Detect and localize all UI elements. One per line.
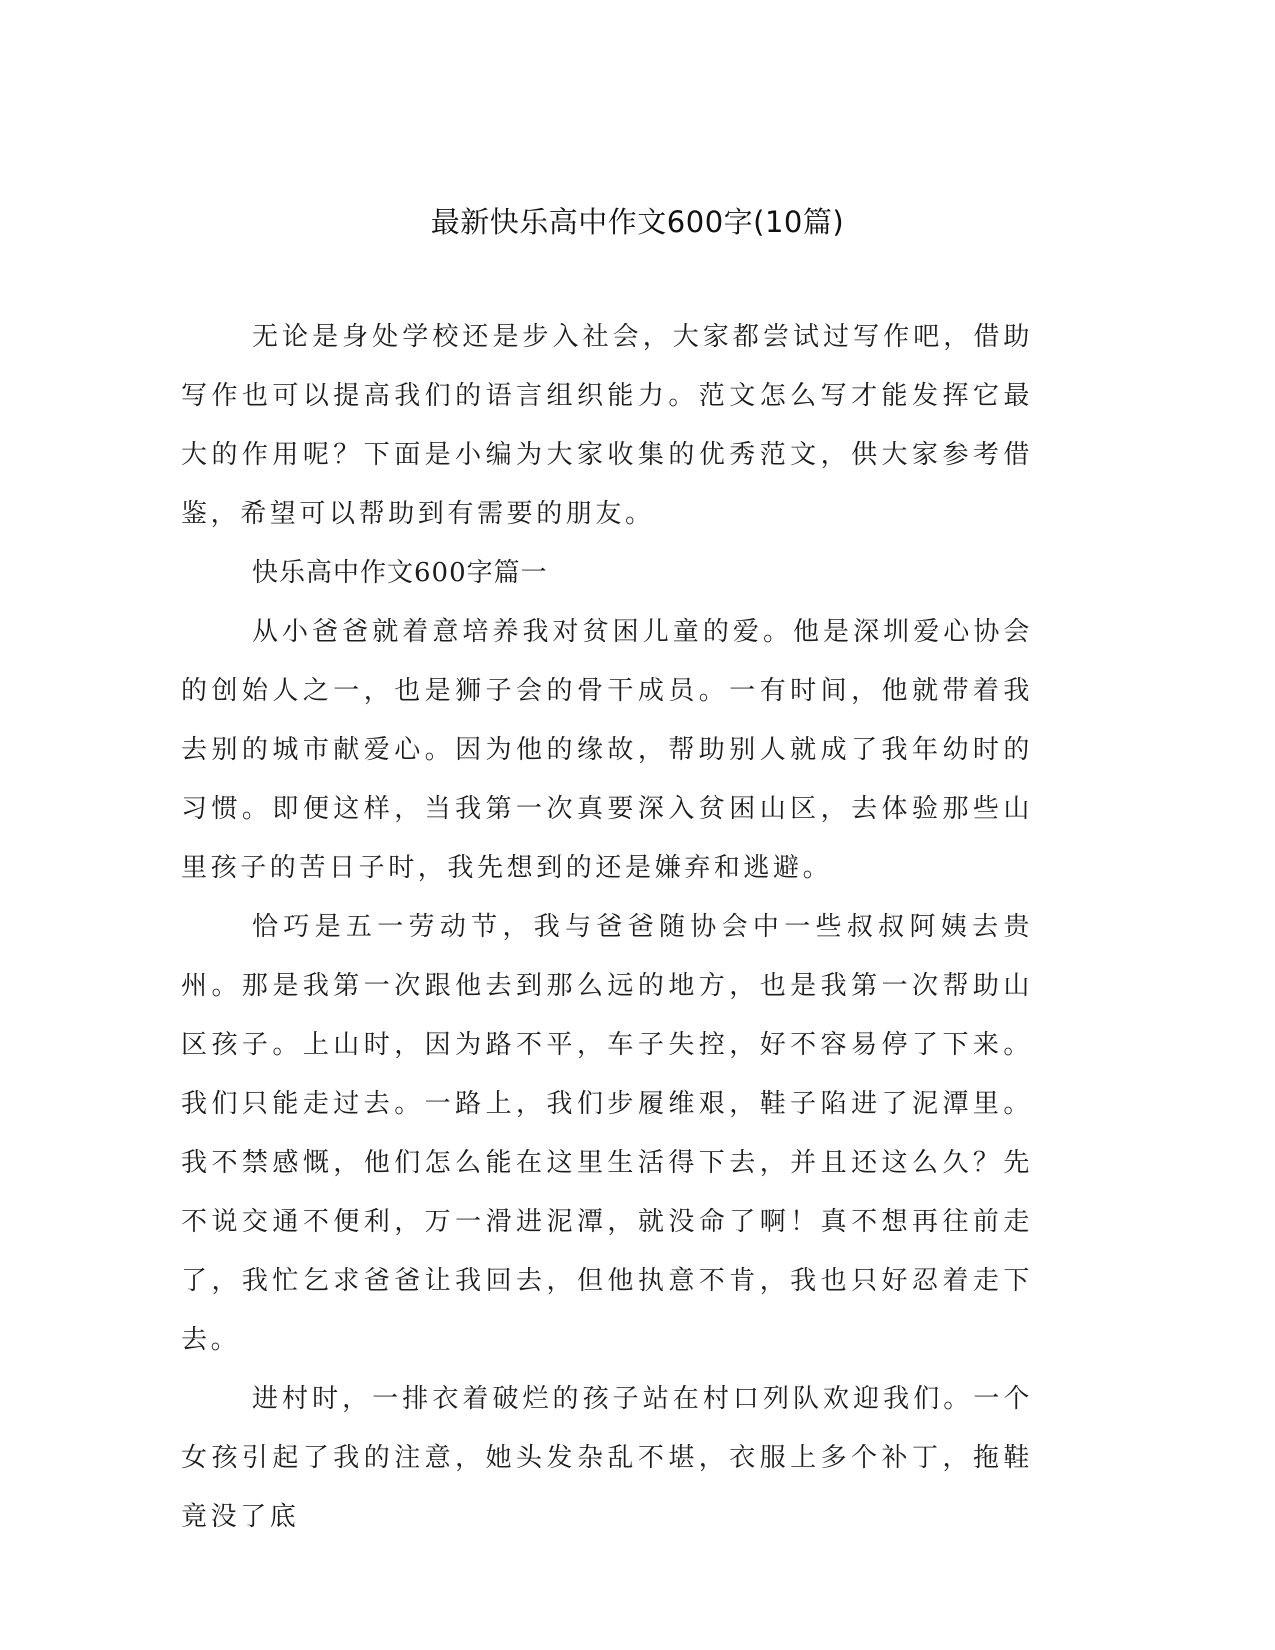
body-paragraph: 从小爸爸就着意培养我对贫困儿童的爱。他是深圳爱心协会的创始人之一，也是狮子会的骨干成员。一有时间，他就带着我去别的城市献爱心。因为他的缘故，帮助别人就成了我年幼时的习惯。即便这样，当我第一次真要深入贫困山区，去体验那些山里孩子的苦日子时，我先想到的还是嫌弃和逃避。	[181, 617, 1033, 883]
document-body	[181, 308, 1033, 1547]
body-paragraph: 恰巧是五一劳动节，我与爸爸随协会中一些叔叔阿姨去贵州。那是我第一次跟他去到那么远的地方，也是我第一次帮助山区孩子。上山时，因为路不平，车子失控，好不容易停了下来。我们只能走过去。一路上，我们步履维艰，鞋子陷进了泥潭里。我不禁感慨，他们怎么能在这里生活得下去，并且还这么久？先不说交通不便利，万一滑进泥潭，就没命了啊！真不想再往前走了，我忙乞求爸爸让我回去，但他执意不肯，我也只好忍着走下去。	[181, 912, 1033, 1355]
section-heading: 快乐高中作文600字篇一	[252, 558, 548, 588]
body-paragraph: 进村时，一排衣着破烂的孩子站在村口列队欢迎我们。一个女孩引起了我的注意，她头发杂乱不堪，衣服上多个补丁，拖鞋竟没了底	[181, 1384, 1033, 1532]
document-title: 最新快乐高中作文600字(10篇)	[430, 205, 845, 239]
intro-paragraph: 无论是身处学校还是步入社会，大家都尝试过写作吧，借助写作也可以提高我们的语言组织能力。范文怎么写才能发挥它最大的作用呢？下面是小编为大家收集的优秀范文，供大家参考借鉴，希望可以帮助到有需要的朋友。	[181, 322, 1033, 529]
